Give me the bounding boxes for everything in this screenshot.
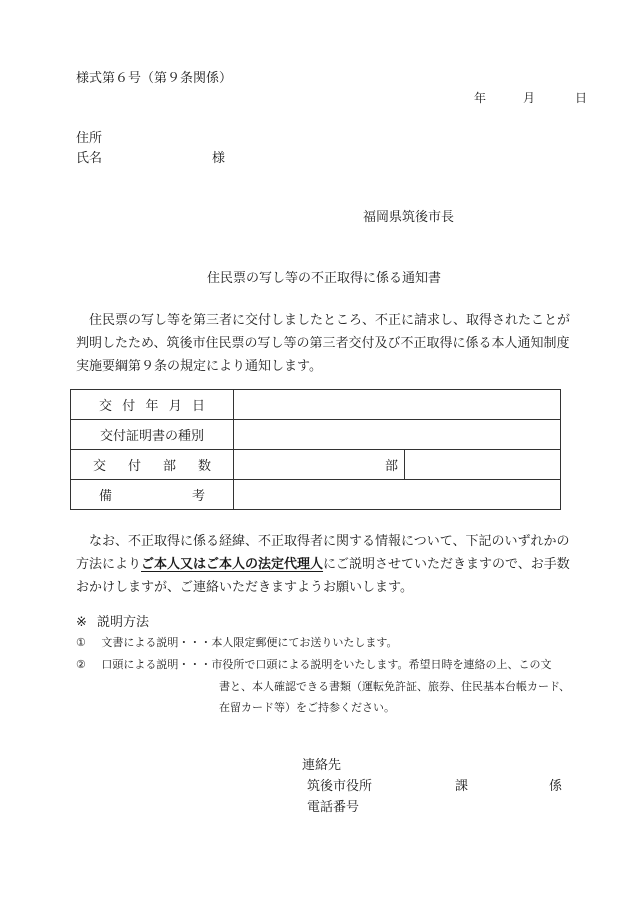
copies-char: 交 xyxy=(93,459,107,474)
item-1-number: ① xyxy=(76,636,86,649)
explanation-paragraph xyxy=(76,530,570,599)
method-item-2 xyxy=(76,657,552,673)
explanation-line-2-post: にご説明させていただきますので、お手数 xyxy=(323,557,570,572)
copies-char: 付 xyxy=(127,459,141,474)
contact-section: 課 xyxy=(455,779,469,794)
contact-subsection: 係 xyxy=(549,779,563,794)
method-item-2-line-3: 在留カード等）をご持参ください。 xyxy=(219,701,395,714)
methods-heading-text: 説明方法 xyxy=(97,615,150,630)
sender: 福岡県筑後市長 xyxy=(363,210,455,225)
item-1-text: 文書による説明・・・本人限定郵便にてお送りいたします。 xyxy=(101,636,398,649)
issue-date-char: 交 xyxy=(99,399,113,414)
issue-date-char: 年 xyxy=(145,399,159,414)
document-title: 住民票の写し等の不正取得に係る通知書 xyxy=(207,271,442,286)
issue-date-char: 月 xyxy=(168,399,182,414)
item-2-text: 口頭による説明・・・市役所で口頭による説明をいたします。希望日時を連絡の上、この文 xyxy=(101,658,552,671)
intro-line-1: 住民票の写し等を第三者に交付しましたところ、不正に請求し、取得されたことが xyxy=(89,313,571,328)
explanation-line-2 xyxy=(76,553,570,576)
date-year: 年 xyxy=(474,91,487,105)
reference-mark: ※ xyxy=(76,615,87,630)
intro-line-2: 判明したため、筑後市住民票の写し等の第三者交付及び不正取得に係る本人通知制度 xyxy=(76,336,570,351)
method-item-1 xyxy=(76,635,398,651)
contact-phone-label: 電話番号 xyxy=(307,800,360,815)
explanation-line-1: なお、不正取得に係る経緯、不正取得者に関する情報について、下記のいずれかの xyxy=(89,534,570,549)
copies-char: 部 xyxy=(162,459,176,474)
intro-line-3: 実施要綱第９条の規定により通知します。 xyxy=(76,359,322,374)
remarks-value xyxy=(234,480,561,510)
explanation-line-2-pre: 方法により xyxy=(76,557,142,572)
date-month: 月 xyxy=(523,91,536,105)
method-item-2-line-2: 書と、本人確認できる書類（運転免許証、旅券、住民基本台帳カード、 xyxy=(219,680,571,693)
table-row-issue-date xyxy=(71,390,561,420)
certificate-type-label xyxy=(71,420,234,450)
contact-label: 連絡先 xyxy=(302,758,342,773)
contact-office: 筑後市役所 xyxy=(307,779,373,794)
table-row-remarks xyxy=(71,480,561,510)
issue-date-value xyxy=(234,390,561,420)
copies-value xyxy=(234,450,405,480)
item-2-number: ② xyxy=(76,658,86,671)
intro-paragraph xyxy=(76,309,570,378)
honorific: 様 xyxy=(212,151,226,166)
issue-date-label xyxy=(71,390,234,420)
remarks-char: 備 xyxy=(99,489,113,504)
form-number: 様式第６号（第９条関係） xyxy=(76,71,233,86)
emphasized-recipient: ご本人又はご本人の法定代理人 xyxy=(141,557,324,572)
certificate-type-text: 交付証明書の種別 xyxy=(99,429,204,444)
remarks-char: 考 xyxy=(191,489,205,504)
issue-date-char: 日 xyxy=(191,399,205,414)
copies-blank xyxy=(405,450,561,480)
copies-char: 数 xyxy=(197,459,211,474)
address-label: 住所 xyxy=(76,131,103,146)
remarks-label xyxy=(71,480,234,510)
name-label: 氏名 xyxy=(76,151,103,166)
explanation-line-3: おかけしますが、ご連絡いただきますようお願いします。 xyxy=(76,580,413,595)
copies-label xyxy=(71,450,234,480)
certificate-type-value xyxy=(234,420,561,450)
copies-unit: 部 xyxy=(384,459,398,474)
notice-table xyxy=(70,389,561,510)
date-day: 日 xyxy=(575,91,588,105)
table-row-copies xyxy=(71,450,561,480)
table-row-certificate-type xyxy=(71,420,561,450)
issue-date-char: 付 xyxy=(122,399,136,414)
methods-heading xyxy=(76,614,149,632)
